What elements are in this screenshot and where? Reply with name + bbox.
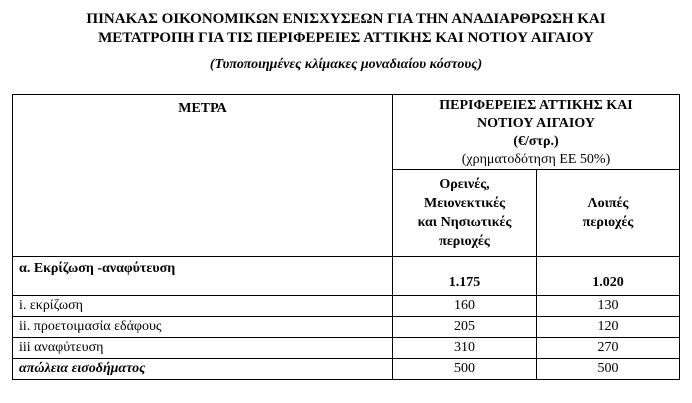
- row-label: i. εκρίζωση: [13, 296, 393, 317]
- table-row: [13, 359, 680, 380]
- col2-line-1: Λοιπές: [587, 196, 629, 211]
- col1-line-4: περιοχές: [439, 234, 490, 249]
- row-value-other: 270: [537, 338, 680, 359]
- col1-line-1: Ορεινές,: [439, 177, 490, 192]
- header-other-areas: [537, 170, 680, 257]
- document-title-line-1: ΠΙΝΑΚΑΣ ΟΙΚΟΝΟΜΙΚΩΝ ΕΝΙΣΧΥΣΕΩΝ ΓΙΑ ΤΗΝ ΑΝΑΔΙΑΡΘΡΩΣΗ ΚΑΙ: [86, 11, 606, 27]
- header-measures: ΜΕΤΡΑ: [13, 95, 393, 257]
- header-region-line-1: ΠΕΡΙΦΕΡΕΙΕΣ ΑΤΤΙΚΗΣ ΚΑΙ: [439, 98, 633, 113]
- table-row: [13, 317, 680, 338]
- document-title-line-2: ΜΕΤΑΤΡΟΠΗ ΓΙΑ ΤΙΣ ΠΕΡΙΦΕΡΕΙΕΣ ΑΤΤΙΚΗΣ ΚΑΙ ΝΟΤΙΟΥ ΑΙΓΑΙΟΥ: [98, 30, 594, 46]
- row-value-other: 500: [537, 359, 680, 380]
- header-unit: (€/στρ.): [513, 134, 559, 149]
- row-label: ii. προετοιμασία εδάφους: [13, 317, 393, 338]
- row-label: iii αναφύτευση: [13, 338, 393, 359]
- row-value-mountainous: 500: [393, 359, 537, 380]
- aid-table: [12, 94, 680, 380]
- header-mountainous-areas: [393, 170, 537, 257]
- table-row: [13, 338, 680, 359]
- col1-line-3: και Νησιωτικές: [417, 215, 512, 230]
- header-regions: [393, 95, 680, 170]
- row-value-mountainous: 205: [393, 317, 537, 338]
- col2-line-2: περιοχές: [582, 215, 634, 230]
- section-value-other: 1.020: [537, 257, 680, 296]
- section-label: α. Εκρίζωση -αναφύτευση: [13, 257, 393, 296]
- table-row: [13, 296, 680, 317]
- row-value-mountainous: 310: [393, 338, 537, 359]
- row-value-other: 130: [537, 296, 680, 317]
- section-value-mountainous: 1.175: [393, 257, 537, 296]
- row-value-other: 120: [537, 317, 680, 338]
- row-value-mountainous: 160: [393, 296, 537, 317]
- col1-line-2: Μειονεκτικές: [424, 196, 505, 211]
- document-subtitle: (Τυποποιημένες κλίμακες μοναδιαίου κόστους): [209, 57, 483, 72]
- row-label: απώλεια εισοδήματος: [13, 359, 393, 380]
- header-region-line-2: ΝΟΤΙΟΥ ΑΙΓΑΙΟΥ: [477, 116, 595, 131]
- header-funding: (χρηματοδότηση ΕΕ 50%): [461, 152, 611, 167]
